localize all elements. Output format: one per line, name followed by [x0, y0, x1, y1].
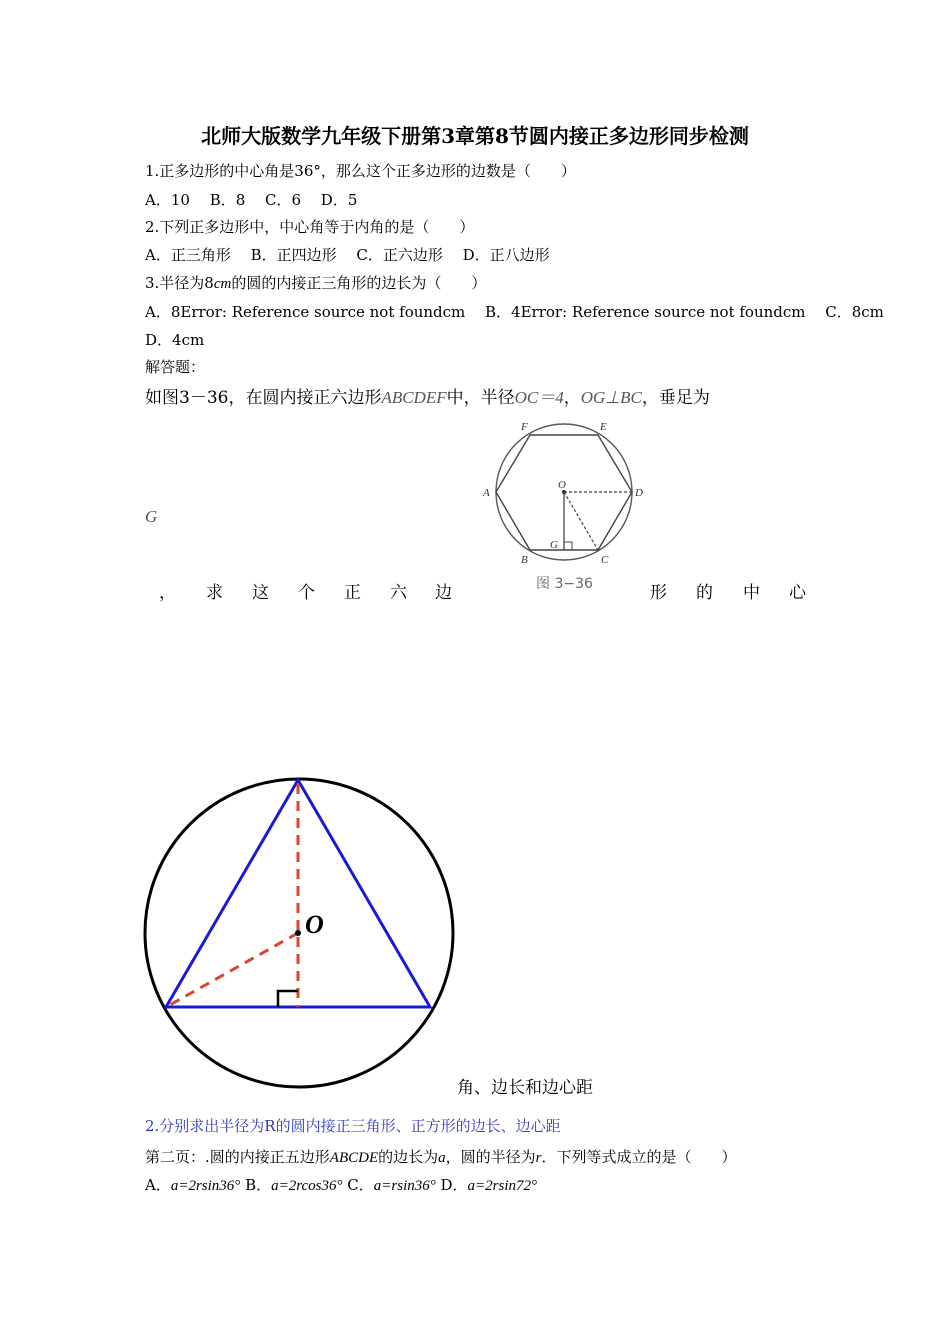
p1-line3: 角、边长和边心距	[457, 1078, 593, 1098]
right-angle-mark	[564, 542, 572, 550]
p1-char: 的	[696, 583, 713, 603]
p2-opt-c-label: C．	[342, 1176, 374, 1194]
q3-stem-post: 的圆的内接正三角形的边长为（ ）	[231, 274, 487, 292]
p1-char: ，	[159, 583, 176, 603]
p2-stem-mid2: ，圆的半径为	[445, 1148, 536, 1166]
p1-text-mid2: ，	[563, 388, 581, 408]
label-O: O	[558, 479, 566, 491]
question-1-stem: 1.正多边形的中心角是36°，那么这个正多边形的边数是（ ）	[145, 162, 576, 180]
center-point	[295, 930, 301, 936]
p1-cond1: OC＝4	[514, 388, 564, 407]
right-angle-mark	[278, 991, 298, 1007]
figure-caption: 图 3−36	[536, 576, 593, 592]
section-label: 解答题：	[145, 358, 206, 376]
p2-opt-d: a=2rsin72°	[467, 1178, 537, 1194]
question-2-options: A．正三角形 B．正四边形 C．正六边形 D．正八边形	[145, 246, 550, 264]
p1-text-pre: 如图3－36，在圆内接正六边形	[145, 388, 382, 408]
p2-stem-pre: 第二页：.圆的内接正五边形	[145, 1148, 330, 1166]
label-D: D	[635, 487, 643, 499]
question-3-stem	[145, 272, 486, 293]
p1-char: 心	[789, 583, 806, 603]
inscribed-triangle-figure	[140, 770, 460, 1090]
p2-opt-d-label: D．	[435, 1176, 468, 1194]
p1-char: 个	[298, 583, 315, 603]
question-1-options: A．10 B．8 C．6 D．5	[145, 191, 358, 209]
q3-stem-pre: 3.半径为8	[145, 274, 214, 292]
p1-cond2: OG⊥BC	[580, 388, 642, 407]
page2-question-options	[145, 1174, 537, 1195]
p1-char: 正	[344, 583, 361, 603]
question-2-stem: 2.下列正多边形中，中心角等于内角的是（ ）	[145, 218, 475, 236]
p2-var-a: a	[438, 1150, 446, 1166]
document-title: 北师大版数学九年级下册第3章第8节圆内接正多边形同步检测	[201, 124, 749, 148]
p1-char: 求	[206, 583, 223, 603]
label-G: G	[550, 539, 558, 551]
oc-dashed	[564, 492, 598, 550]
p2-opt-b: a=2rcos36°	[271, 1178, 343, 1194]
p1-char: 这	[252, 583, 269, 603]
p1-text-post: ，垂足为	[641, 388, 710, 408]
p1-poly: ABCDEF	[381, 388, 447, 407]
p1-foot-label: G	[145, 507, 158, 526]
label-E: E	[600, 421, 607, 433]
label-O: O	[305, 910, 324, 939]
question-3-options-line2: D．4cm	[145, 331, 205, 349]
problem-2: 2.分别求出半径为R的圆内接正三角形、正方形的边长、边心距	[145, 1117, 561, 1135]
page2-question-stem	[145, 1146, 737, 1167]
p2-opt-c: a=rsin36°	[373, 1178, 436, 1194]
label-C: C	[601, 554, 609, 566]
p1-char: 边	[435, 583, 452, 603]
p1-char: 中	[743, 583, 760, 603]
p1-char: 六	[390, 583, 407, 603]
p1-text-mid1: 中，半径	[446, 388, 515, 408]
label-B: B	[521, 554, 528, 566]
p2-stem-mid1: 的边长为	[378, 1148, 439, 1166]
label-A: A	[483, 487, 490, 499]
p2-stem-post: ．下列等式成立的是（ ）	[541, 1148, 737, 1166]
p2-var-r: r	[535, 1150, 542, 1166]
p2-poly: ABCDE	[329, 1150, 379, 1166]
q3-stem-unit: cm	[213, 276, 232, 292]
question-3-options-line1: A．8Error: Reference source not foundcm B．4Error: Reference source not foundcm C．8cm	[145, 303, 884, 321]
hexagon-figure	[478, 415, 658, 595]
problem-1-line1	[145, 383, 710, 408]
p2-opt-b-label: B．	[240, 1176, 272, 1194]
p2-opt-a: a=2rsin36°	[170, 1178, 241, 1194]
p2-opt-a-label: A．	[145, 1176, 171, 1194]
label-F: F	[521, 421, 528, 433]
p1-char: 形	[650, 583, 667, 603]
